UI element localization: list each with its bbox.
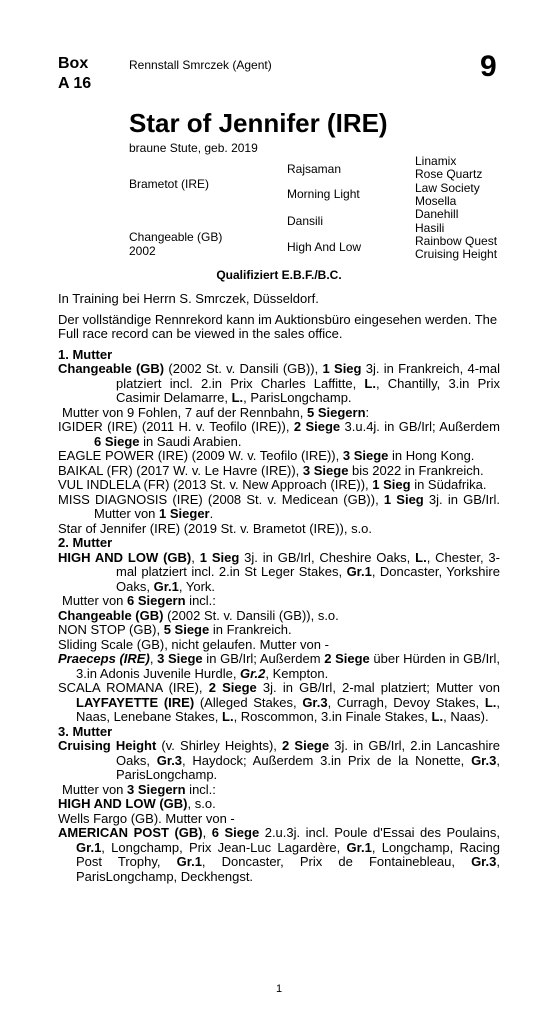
pedigree-gen3: Rose Quartz [415,167,483,181]
catalogue-body [58,292,500,884]
lot-number: 9 [480,50,497,83]
grandfoal-entry: SCALA ROMANA (IRE), 2 Siege 3j. in GB/Irl, 2-mal platziert; Mutter von LAYFAYETTE (IRE) (Alleged Stakes, Gr.3, Curragh, Devoy Stakes, L., Naas, Lenebane Stakes, L., Roscommon, 3.in Finale Stakes, L., Naas). [58,680,500,724]
horse-name: Star of Jennifer (IRE) [129,108,388,138]
pedigree-gen3: Cruising Height [415,247,498,261]
page-number: 1 [275,983,283,995]
pedigree-gen3: Mosella [415,194,457,208]
pedigree-gen3: Law Society [415,181,480,195]
consignor: Rennstall Smrczek (Agent) [129,58,272,72]
grandfoal-entry: AMERICAN POST (GB), 6 Siege 2.u.3j. incl. Poule d'Essai des Poulains, Gr.1, Longchamp, Prix Jean-Luc Lagardère, Gr.1, Longchamp, Racing Post Trophy, Gr.1, Doncaster, Prix de Fontainebleau, Gr.3, ParisLongchamp, Deckhengst. [58,825,501,884]
pedigree-gen2: High And Low [287,240,362,254]
dam-entry: HIGH AND LOW (GB), 1 Sieg 3j. in GB/Irl, Cheshire Oaks, L., Chester, 3-mal platziert incl. 2.in St Leger Stakes, Gr.1, Doncaster, Yorkshire Oaks, Gr.1, York. [58,549,500,594]
pedigree-gen3: Danehill [415,207,459,221]
produce-summary: Mutter von 6 Siegern incl.: [62,593,216,608]
box-title: Box [58,55,89,72]
box-label [58,54,91,94]
dam-entry: Changeable (GB) (2002 St. v. Dansili (GB)), 1 Sieg 3j. in Frankreich, 4-mal platziert incl. 2.in Prix Charles Laffitte, L., Chantilly, 3.in Prix Casimir Delamarre, L., ParisLongchamp. [58,361,500,405]
pedigree-sire: Brametot (IRE) [129,177,210,191]
grandfoal-entry: Praeceps (IRE), 3 Siege in GB/Irl; Außerdem 2 Siege über Hürden in GB/Irl, 3.in Adonis Juvenile Hurdle, Gr.2, Kempton. [58,651,501,681]
foal-entry: EAGLE POWER (IRE) (2009 W. v. Teofilo (IRE)), 3 Siege in Hong Kong. [58,448,475,463]
pedigree-gen2: Rajsaman [287,162,342,176]
pedigree-gen3: Hasili [415,221,445,235]
foal-entry: BAIKAL (FR) (2017 W. v. Le Havre (IRE)), 3 Siege bis 2022 in Frankreich. [58,462,484,478]
race-record-note: Der vollständige Rennrekord kann im Auktionsbüro eingesehen werden. The Full race record can be viewed in the sales office. [58,311,498,341]
foal-entry: VUL INDLELA (FR) (2013 St. v. New Approach (IRE)), 1 Sieg in Südafrika. [58,477,487,492]
dam-entry: Cruising Height (v. Shirley Heights), 2 Siege 3j. in GB/Irl, 2.in Lancashire Oaks, Gr.3, Haydock; Außerdem 3.in Prix de la Nonette, Gr.3, ParisLongchamp. [58,738,500,782]
section-heading: 1. Mutter [58,346,113,362]
pedigree-gen2: Dansili [287,214,324,228]
section-heading: 2. Mutter [58,535,113,550]
foal-entry: IGIDER (IRE) (2011 H. v. Teofilo (IRE)), 2 Siege 3.u.4j. in GB/Irl; Außerdem 6 Siege in Saudi Arabien. [58,419,500,449]
box-number: A 16 [58,75,92,92]
qualification: Qualifiziert E.B.F./B.C. [216,268,342,282]
pedigree-dam-year: 2002 [129,244,156,258]
foal-entry: NON STOP (GB), 5 Siege in Frankreich. [58,622,292,637]
foal-entry: Star of Jennifer (IRE) (2019 St. v. Brametot (IRE)), s.o. [58,520,373,536]
pedigree-gen3: Rainbow Quest [415,234,498,248]
foal-entry: MISS DIAGNOSIS (IRE) (2008 St. v. Medicean (GB)), 1 Sieg 3j. in GB/Irl. Mutter von 1 Sieger. [58,491,500,521]
pedigree-gen3: Linamix [415,154,457,168]
pedigree-gen2: Morning Light [287,187,360,201]
produce-summary: Mutter von 3 Siegern incl.: [62,781,216,797]
foal-entry: Sliding Scale (GB), nicht gelaufen. Mutter von - [58,636,329,652]
pedigree-dam: Changeable (GB) [129,230,223,244]
foal-entry: Wells Fargo (GB). Mutter von - [58,810,235,826]
section-heading: 3. Mutter [58,723,113,739]
produce-summary: Mutter von 9 Fohlen, 7 auf der Rennbahn, 5 Siegern: [62,404,370,420]
training-note: In Training bei Herrn S. Smrczek, Düsseldorf. [58,291,319,306]
foal-entry: HIGH AND LOW (GB), s.o. [58,796,216,811]
horse-description: braune Stute, geb. 2019 [129,141,258,155]
foal-entry: Changeable (GB) (2002 St. v. Dansili (GB)), s.o. [58,607,339,623]
